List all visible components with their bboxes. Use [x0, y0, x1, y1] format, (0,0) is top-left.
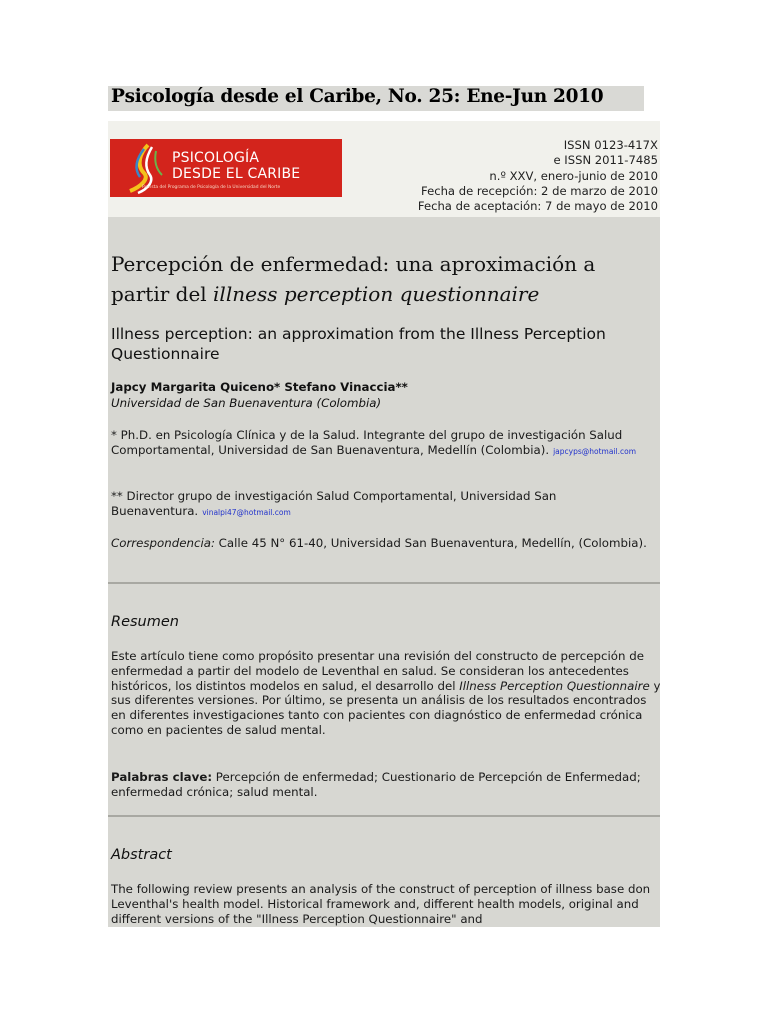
correspondence-label: Correspondencia:: [111, 536, 215, 550]
article-title: [111, 249, 631, 309]
author-note-2: [111, 489, 659, 521]
author-note-2-text: ** Director grupo de investigación Salud Comportamental, Universidad San Buenaventura.: [111, 489, 557, 518]
date-received: Fecha de recepción: 2 de marzo de 2010: [421, 183, 658, 198]
abstract-body: The following review presents an analysis of the construct of perception of illness base don Leventhal's health model. Historical framework and, different health models, original and different versions of the "Illness Perception Questionnaire" and: [111, 882, 651, 926]
keywords: [111, 770, 659, 800]
journal-header-bar: [108, 86, 644, 111]
logo-subtitle: Revista del Programa de Psicología de la Universidad del Norte: [142, 185, 281, 190]
article-title-plain: Percepción de enfermedad: una aproximación a partir del: [111, 252, 596, 306]
date-accepted: Fecha de aceptación: 7 de mayo de 2010: [417, 199, 658, 214]
divider: [108, 815, 660, 817]
issue-number: n.º XXV, enero-junio de 2010: [489, 168, 658, 183]
resumen-text-italic: Illness Perception Questionnaire: [459, 678, 650, 693]
resumen-text-2: y sus diferentes versiones. Por último, se presenta un análisis de los resultados encontrados en diferentes investigaciones tanto con pacientes con diagnóstico de enfermedad crónica como en pacientes de salud mental.: [111, 678, 660, 737]
resumen-text-1: Este artículo tiene como propósito presentar una revisión del constructo de percepción de enfermedad a partir del modelo de Leventhal en salud. Se consideran los antecedentes históricos, los distintos modelos en salud, el desarrollo del: [111, 649, 644, 693]
abstract-heading: Abstract: [111, 847, 172, 863]
journal-title: Psicología desde el Caribe, No. 25: Ene-Jun 2010: [111, 86, 604, 107]
journal-logo: [110, 139, 342, 197]
resumen-heading: Resumen: [111, 614, 179, 630]
correspondence: [111, 536, 659, 551]
correspondence-text: Calle 45 N° 61-40, Universidad San Buenaventura, Medellín, (Colombia).: [214, 536, 647, 550]
article-body: [108, 217, 660, 927]
email-link-2[interactable]: vinalpi47@hotmail.com: [202, 507, 291, 517]
logo-text-line2: DESDE EL CARIBE: [172, 166, 301, 182]
divider: [108, 582, 660, 584]
keywords-label: Palabras clave:: [111, 770, 213, 784]
affiliation: Universidad de San Buenaventura (Colombia): [111, 396, 382, 410]
article-title-italic: illness perception questionnaire: [213, 282, 540, 306]
keywords-text: Percepción de enfermedad; Cuestionario de Percepción de Enfermedad; enfermedad crónica; salud mental.: [111, 770, 641, 799]
email-link-1[interactable]: japcyps@hotmail.com: [553, 446, 637, 456]
authors: Japcy Margarita Quiceno* Stefano Vinaccia**: [111, 380, 408, 394]
author-note-1: [111, 428, 659, 460]
issn-electronic: e ISSN 2011-7485: [553, 153, 658, 168]
issn-print: ISSN 0123-417X: [563, 138, 658, 152]
author-note-1-text: * Ph.D. en Psicología Clínica y de la Salud. Integrante del grupo de investigación Salud Comportamental, Universidad de San Buenaventura, Medellín (Colombia).: [111, 428, 623, 457]
english-title: Illness perception: an approximation from the Illness Perception Questionnaire: [111, 325, 606, 363]
logo-text-line1: PSICOLOGÍA: [172, 150, 260, 166]
article-header-box: [108, 121, 660, 219]
issn-block: [418, 138, 658, 214]
resumen-body: [111, 649, 660, 738]
